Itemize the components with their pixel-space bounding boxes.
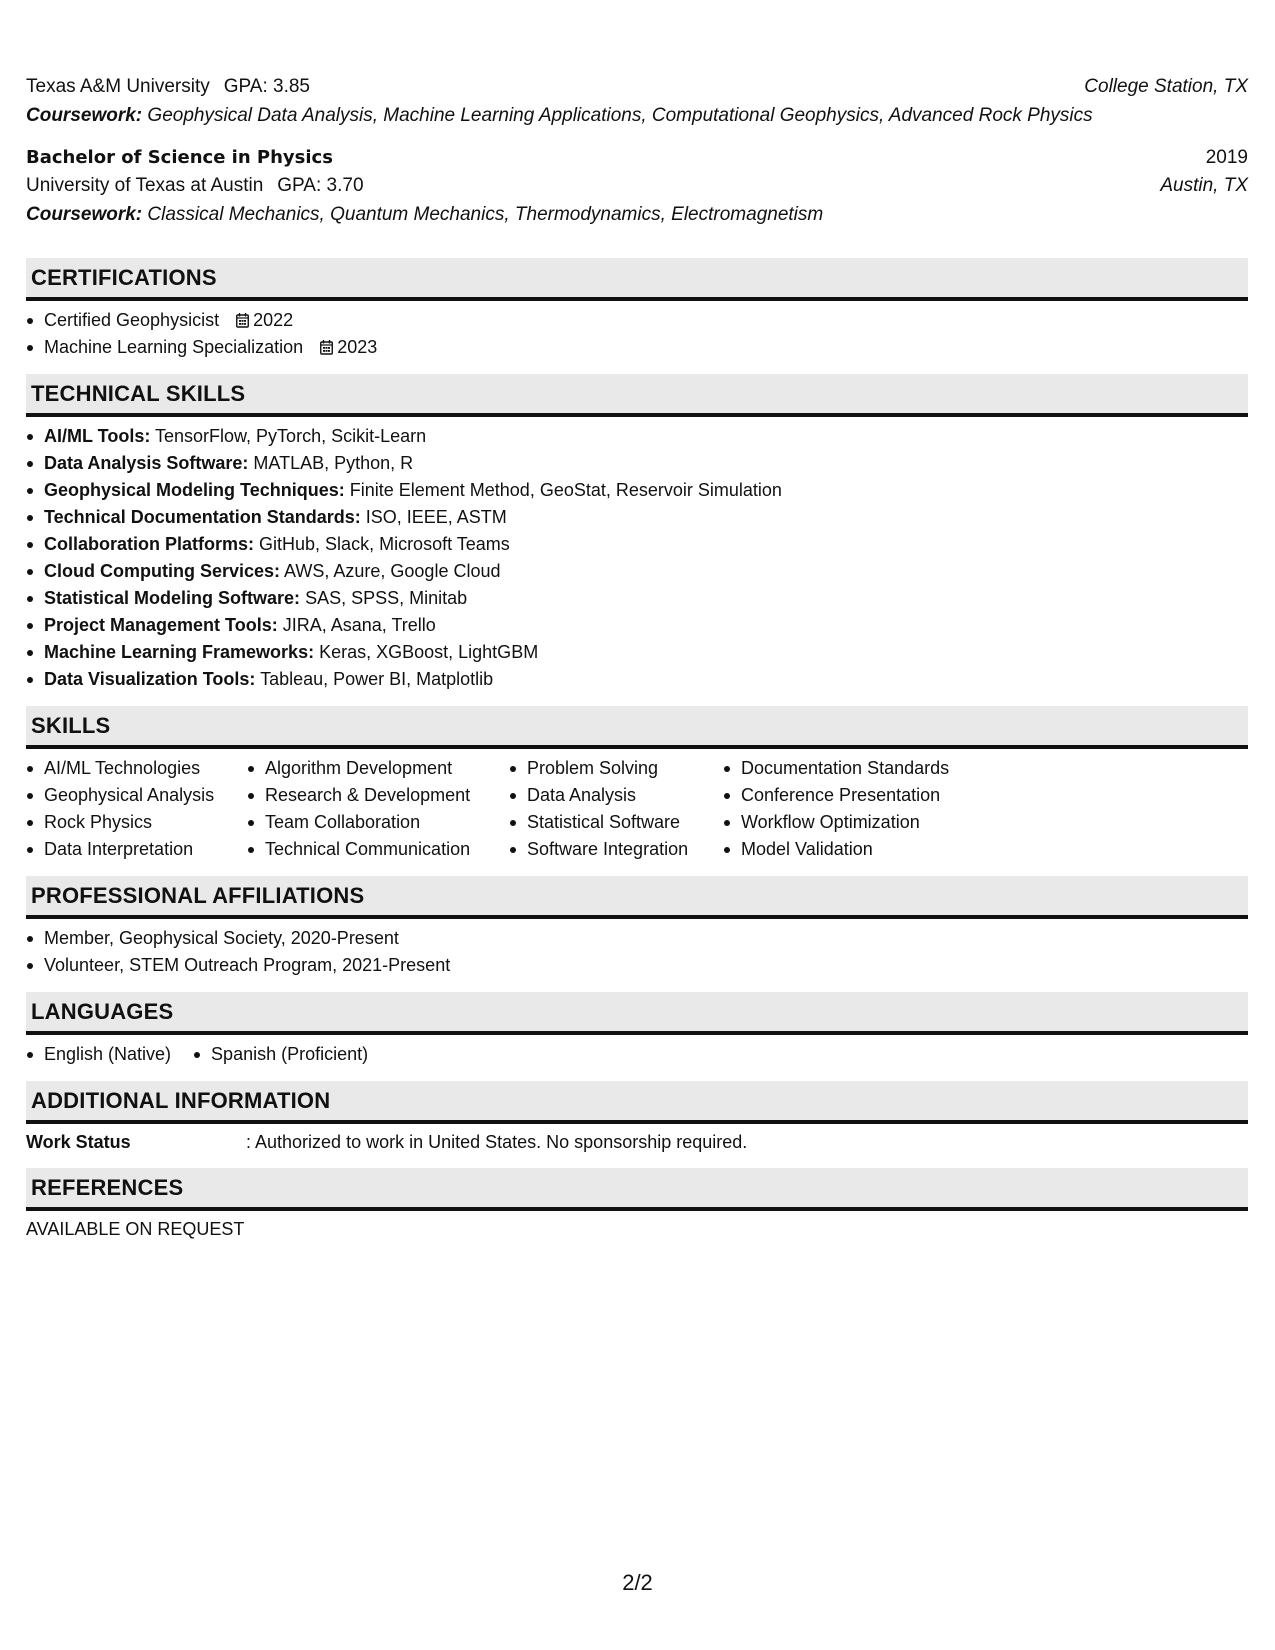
list-item: Software Integration xyxy=(509,836,723,863)
work-status-label: Work Status xyxy=(26,1132,131,1152)
list-item: Data Analysis xyxy=(509,782,723,809)
school-name: University of Texas at Austin xyxy=(26,175,264,196)
skill-value: Finite Element Method, GeoStat, Reservoir Simulation xyxy=(349,480,782,500)
skill-value: MATLAB, Python, R xyxy=(253,453,414,473)
list-item xyxy=(26,666,1248,693)
section-header-affiliations: PROFESSIONAL AFFILIATIONS xyxy=(26,876,1248,919)
list-item xyxy=(26,450,1248,477)
skills-column xyxy=(247,755,509,863)
list-item xyxy=(26,477,1248,504)
skill-label: Machine Learning Frameworks: xyxy=(44,642,315,662)
certifications-section xyxy=(26,258,1248,361)
certification-name: Certified Geophysicist xyxy=(44,310,220,330)
coursework xyxy=(26,204,1248,226)
skill-label: Cloud Computing Services: xyxy=(44,561,281,581)
certifications-list xyxy=(26,307,1248,361)
affiliations-list xyxy=(26,925,1248,979)
skill-label: Collaboration Platforms: xyxy=(44,534,255,554)
certification-year: 2022 xyxy=(253,310,294,330)
skill-label: Geophysical Modeling Techniques: xyxy=(44,480,345,500)
list-item: English (Native) xyxy=(26,1041,171,1068)
coursework-label: Coursework: xyxy=(26,204,143,225)
skill-value: JIRA, Asana, Trello xyxy=(282,615,436,635)
languages-section xyxy=(26,992,1248,1068)
skill-value: TensorFlow, PyTorch, Scikit-Learn xyxy=(155,426,427,446)
school-location: Austin, TX xyxy=(1160,175,1248,196)
references-text: AVAILABLE ON REQUEST xyxy=(26,1219,245,1239)
certification-year: 2023 xyxy=(337,337,378,357)
gpa: GPA: 3.70 xyxy=(277,175,364,196)
skill-value: ISO, IEEE, ASTM xyxy=(365,507,507,527)
list-item: Research & Development xyxy=(247,782,509,809)
skill-value: Keras, XGBoost, LightGBM xyxy=(319,642,539,662)
skill-label: Statistical Modeling Software: xyxy=(44,588,301,608)
page-number: 2/2 xyxy=(622,1570,653,1595)
list-item xyxy=(26,531,1248,558)
list-item: Team Collaboration xyxy=(247,809,509,836)
skill-label: Technical Documentation Standards: xyxy=(44,507,361,527)
work-status-value: : Authorized to work in United States. No sponsorship required. xyxy=(246,1132,748,1152)
list-item: Conference Presentation xyxy=(723,782,1003,809)
additional-info-section xyxy=(26,1081,1248,1153)
list-item: Spanish (Proficient) xyxy=(193,1041,368,1068)
education-entry xyxy=(26,147,1248,226)
skills-section xyxy=(26,706,1248,863)
skill-value: SAS, SPSS, Minitab xyxy=(305,588,468,608)
list-item: Statistical Software xyxy=(509,809,723,836)
section-header-references: REFERENCES xyxy=(26,1168,1248,1211)
list-item: Workflow Optimization xyxy=(723,809,1003,836)
list-item: Documentation Standards xyxy=(723,755,1003,782)
education-school-row xyxy=(26,175,1248,197)
technical-skills-section xyxy=(26,374,1248,693)
skill-value: Tableau, Power BI, Matplotlib xyxy=(260,669,494,689)
education-school-row xyxy=(26,76,1248,98)
list-item xyxy=(26,558,1248,585)
list-item: Member, Geophysical Society, 2020-Present xyxy=(26,925,1248,952)
list-item: Model Validation xyxy=(723,836,1003,863)
school-location: College Station, TX xyxy=(1084,76,1248,97)
skills-column xyxy=(723,755,1003,863)
list-item: Data Interpretation xyxy=(26,836,247,863)
calendar-icon xyxy=(236,313,249,328)
skill-label: Project Management Tools: xyxy=(44,615,278,635)
skills-grid xyxy=(26,755,1248,863)
skill-value: AWS, Azure, Google Cloud xyxy=(284,561,501,581)
degree-title: Bachelor of Science in Physics xyxy=(26,147,333,168)
list-item: AI/ML Technologies xyxy=(26,755,247,782)
list-item: Geophysical Analysis xyxy=(26,782,247,809)
work-status-row xyxy=(26,1132,1248,1153)
coursework xyxy=(26,105,1248,127)
list-item xyxy=(26,612,1248,639)
skills-column xyxy=(26,755,247,863)
skill-value: GitHub, Slack, Microsoft Teams xyxy=(259,534,510,554)
calendar-icon xyxy=(320,340,333,355)
section-header-skills: SKILLS xyxy=(26,706,1248,749)
section-header-additional-info: ADDITIONAL INFORMATION xyxy=(26,1081,1248,1124)
skill-label: Data Visualization Tools: xyxy=(44,669,256,689)
list-item: Problem Solving xyxy=(509,755,723,782)
skill-label: Data Analysis Software: xyxy=(44,453,249,473)
education-entry xyxy=(26,76,1248,127)
list-item: Volunteer, STEM Outreach Program, 2021-Present xyxy=(26,952,1248,979)
list-item xyxy=(26,504,1248,531)
languages-list xyxy=(26,1041,1248,1068)
list-item xyxy=(26,639,1248,666)
degree-year: 2019 xyxy=(1205,147,1248,168)
school-name: Texas A&M University xyxy=(26,76,210,97)
skills-column xyxy=(509,755,723,863)
coursework-label: Coursework: xyxy=(26,105,143,126)
list-item xyxy=(26,334,1248,361)
certification-name: Machine Learning Specialization xyxy=(44,337,304,357)
education-degree-row xyxy=(26,147,1248,169)
coursework-list: Classical Mechanics, Quantum Mechanics, Thermodynamics, Electromagnetism xyxy=(147,204,824,225)
section-header-languages: LANGUAGES xyxy=(26,992,1248,1035)
gpa: GPA: 3.85 xyxy=(223,76,310,97)
skill-label: AI/ML Tools: xyxy=(44,426,151,446)
references-section xyxy=(26,1168,1248,1240)
technical-skills-list xyxy=(26,423,1248,693)
list-item xyxy=(26,307,1248,334)
section-header-certifications: CERTIFICATIONS xyxy=(26,258,1248,301)
list-item: Technical Communication xyxy=(247,836,509,863)
list-item: Rock Physics xyxy=(26,809,247,836)
list-item: Algorithm Development xyxy=(247,755,509,782)
affiliations-section xyxy=(26,876,1248,979)
section-header-technical-skills: TECHNICAL SKILLS xyxy=(26,374,1248,417)
list-item xyxy=(26,423,1248,450)
coursework-list: Geophysical Data Analysis, Machine Learning Applications, Computational Geophysics, Advanced Rock Physics xyxy=(147,105,1093,126)
list-item xyxy=(26,585,1248,612)
